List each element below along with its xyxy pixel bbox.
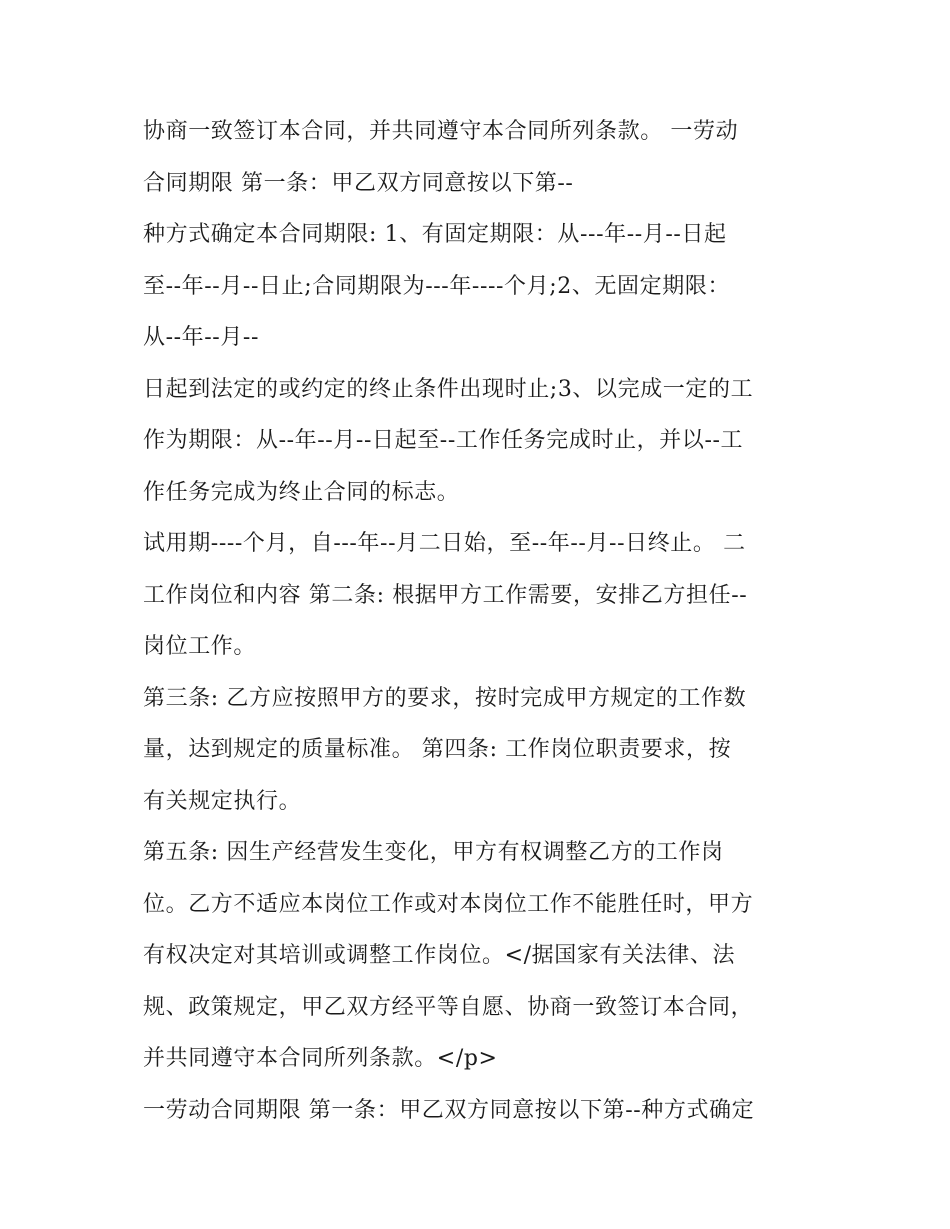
text-line: 协商一致签订本合同，并共同遵守本合同所列条款。 一劳动 bbox=[143, 119, 739, 144]
text-line: 试用期----个月，自---年--月二日始，至--年--月--日终止。 二 bbox=[143, 531, 746, 556]
text-line: 量，达到规定的质量标准。 第四条: 工作岗位职责要求，按 bbox=[143, 737, 732, 762]
text-line: 作任务完成为终止合同的标志。 bbox=[143, 479, 460, 505]
text-line: 种方式确定本合同期限: 1、有固定期限：从---年--月--日起 bbox=[143, 222, 727, 247]
text-line: 一劳动合同期限 第一条：甲乙双方同意按以下第--种方式确定 bbox=[143, 1097, 755, 1123]
contract-text bbox=[143, 106, 823, 1136]
text-line: 规、政策规定，甲乙双方经平等自愿、协商一致签订本合同， bbox=[143, 994, 754, 1020]
text-line: 第三条: 乙方应按照甲方的要求，按时完成甲方规定的工作数 bbox=[143, 685, 747, 711]
text-line: 第五条: 因生产经营发生变化，甲方有权调整乙方的工作岗 bbox=[143, 840, 724, 865]
text-line: 从--年--月-- bbox=[143, 325, 260, 350]
text-line: 至--年--月--日止;合同期限为---年----个月;2、无固定期限： bbox=[143, 273, 731, 299]
text-line: 并共同遵守本合同所列条款。</p> bbox=[143, 1046, 498, 1071]
text-line: 有关规定执行。 bbox=[143, 788, 302, 814]
text-line: 有权决定对其培训或调整工作岗位。</据国家有关法律、法 bbox=[143, 943, 736, 968]
text-line: 岗位工作。 bbox=[143, 634, 257, 659]
text-line: 作为期限：从--年--月--日起至--工作任务完成时止，并以--工 bbox=[143, 428, 744, 453]
text-line: 合同期限 第一条：甲乙双方同意按以下第-- bbox=[143, 170, 574, 196]
text-line: 日起到法定的或约定的终止条件出现时止;3、以完成一定的工 bbox=[143, 376, 754, 402]
text-line: 工作岗位和内容 第二条: 根据甲方工作需要，安排乙方担任-- bbox=[143, 582, 748, 608]
text-line: 位。乙方不适应本岗位工作或对本岗位工作不能胜任时，甲方 bbox=[143, 891, 754, 917]
